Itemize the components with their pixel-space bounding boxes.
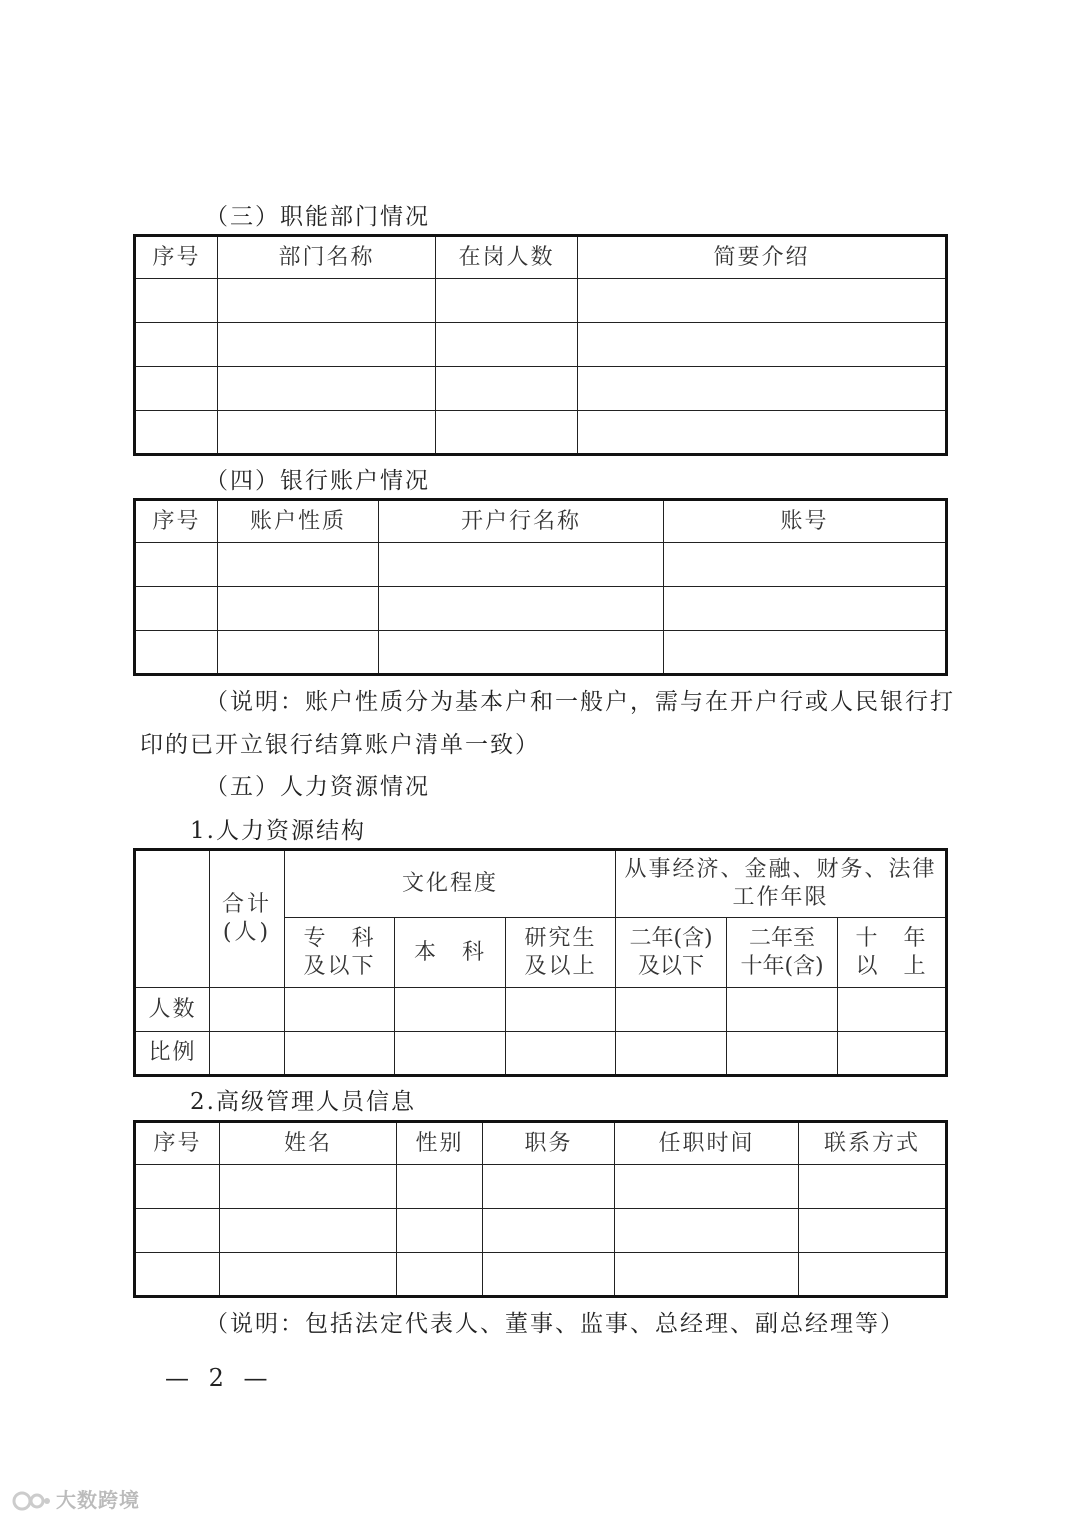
header-cell: 开户行名称 [379, 500, 664, 543]
edu-col-below-college: 专 科 及以下 [285, 918, 395, 988]
table-row [135, 323, 947, 367]
section-4-title: （四）银行账户情况 [205, 468, 430, 494]
hr-structure-table [133, 848, 948, 1077]
table-header-row [135, 236, 947, 279]
header-cell: 简要介绍 [578, 236, 947, 279]
exp-col-over-10y: 十 年 以 上 [838, 918, 947, 988]
watermark-logo-icon [12, 1489, 52, 1513]
department-table [133, 234, 948, 456]
section-5-title: （五）人力资源情况 [205, 774, 430, 800]
exp-col-2-10y: 二年至 十年(含) [727, 918, 838, 988]
exp-col-under-2y: 二年(含) 及以下 [616, 918, 727, 988]
row-label-headcount: 人数 [135, 988, 210, 1032]
edu-col-bachelor: 本 科 [395, 918, 506, 988]
table-row [135, 279, 947, 323]
header-cell: 序号 [135, 236, 218, 279]
management-subtitle: 2.高级管理人员信息 [190, 1089, 416, 1115]
table-row [135, 1032, 947, 1076]
table-row [135, 631, 947, 675]
header-cell: 序号 [135, 1122, 220, 1165]
row-label-ratio: 比例 [135, 1032, 210, 1076]
header-cell: 职务 [483, 1122, 615, 1165]
header-cell: 姓名 [220, 1122, 397, 1165]
header-cell: 部门名称 [218, 236, 436, 279]
header-cell: 账号 [664, 500, 947, 543]
management-table [133, 1120, 948, 1298]
education-group-header: 文化程度 [285, 850, 616, 918]
bank-note-line1: （说明：账户性质分为基本户和一般户，需与在开户行或人民银行打 [205, 689, 955, 715]
header-cell: 性别 [397, 1122, 483, 1165]
experience-group-header: 从事经济、金融、财务、法律 工作年限 [616, 850, 947, 918]
header-cell: 任职时间 [615, 1122, 799, 1165]
header-cell: 在岗人数 [436, 236, 578, 279]
table-header-row [135, 500, 947, 543]
table-row [135, 1209, 947, 1253]
page-number: — 2 — [165, 1364, 274, 1392]
header-cell: 联系方式 [799, 1122, 947, 1165]
table-row [135, 1253, 947, 1297]
table-row [135, 1165, 947, 1209]
watermark [12, 1484, 140, 1513]
corner-cell [135, 850, 210, 988]
total-header: 合计 (人) [210, 850, 285, 988]
header-cell: 账户性质 [218, 500, 379, 543]
management-note: （说明：包括法定代表人、董事、监事、总经理、副总经理等） [205, 1311, 905, 1337]
table-row [135, 587, 947, 631]
edu-col-graduate: 研究生 及以上 [506, 918, 616, 988]
table-header-row [135, 1122, 947, 1165]
hr-structure-subtitle: 1.人力资源结构 [190, 818, 366, 844]
watermark-text: 大数跨境 [56, 1488, 140, 1512]
table-row [135, 367, 947, 411]
table-row [135, 988, 947, 1032]
header-cell: 序号 [135, 500, 218, 543]
bank-account-table [133, 498, 948, 676]
table-row [135, 411, 947, 455]
table-row [135, 543, 947, 587]
bank-note-line2: 印的已开立银行结算账户清单一致） [140, 732, 540, 758]
section-3-title: （三）职能部门情况 [205, 204, 430, 230]
